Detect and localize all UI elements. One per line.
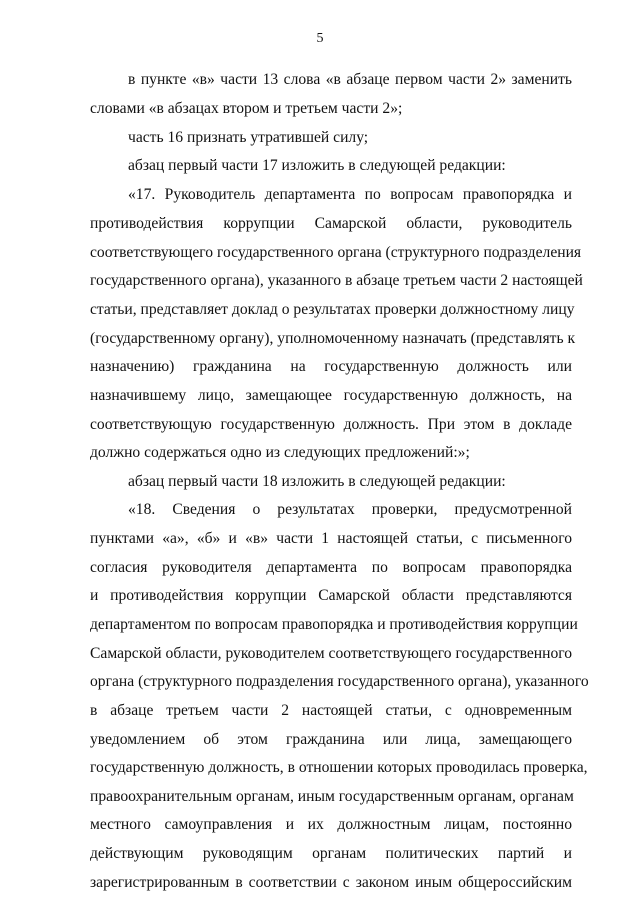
text-line: уведомлением об этом гражданина или лица, замещающего	[90, 731, 572, 748]
text-line: (государственному органу), уполномоченному назначать (представлять к	[90, 330, 576, 347]
text-line: назначению) гражданина на государственную должность или	[90, 358, 572, 375]
text-line: государственную должность, в отношении которых проводилась проверка,	[90, 759, 588, 776]
text-line: соответствующего государственного органа (структурного подразделения	[90, 244, 582, 261]
text-line: местного самоуправления и их должностным лицам, постоянно	[90, 816, 572, 833]
text-line: «18. Сведения о результатах проверки, предусмотренной	[128, 501, 572, 518]
text-line: согласия руководителя департамента по вопросам правопорядка	[90, 559, 572, 576]
text-line: должно содержаться одно из следующих предложений:»;	[90, 444, 470, 461]
text-line: часть 16 признать утратившей силу;	[128, 129, 369, 146]
text-line: в абзаце третьем части 2 настоящей статьи, с одновременным	[90, 702, 572, 719]
text-line: действующим руководящим органам политических партий и	[90, 845, 572, 862]
text-line: органа (структурного подразделения государственного органа), указанного	[90, 673, 589, 690]
text-line: Самарской области, руководителем соответствующего государственного	[90, 645, 573, 662]
text-line: государственного органа), указанного в абзаце третьем части 2 настоящей	[90, 272, 583, 289]
text-line: соответствующую государственную должность. При этом в докладе	[90, 416, 572, 433]
text-line: статьи, представляет доклад о результатах проверки должностному лицу	[90, 301, 575, 318]
text-line: абзац первый части 17 изложить в следующей редакции:	[128, 157, 506, 174]
text-line: словами «в абзацах втором и третьем части 2»;	[90, 100, 403, 117]
text-line: и противодействия коррупции Самарской области представляются	[90, 587, 572, 604]
page-number: 5	[316, 31, 324, 46]
text-line: абзац первый части 18 изложить в следующей редакции:	[128, 473, 506, 490]
text-line: противодействия коррупции Самарской области, руководитель	[90, 215, 572, 232]
text-line: в пункте «в» части 13 слова «в абзаце первом части 2» заменить	[128, 71, 572, 88]
text-line: департаментом по вопросам правопорядка и противодействия коррупции	[90, 616, 578, 633]
text-line: назначившему лицо, замещающее государственную должность, на	[90, 387, 572, 404]
text-line: «17. Руководитель департамента по вопросам правопорядка и	[128, 186, 572, 203]
text-line: зарегистрированным в соответствии с законом иным общероссийским	[90, 874, 572, 891]
text-line: правоохранительным органам, иным государственным органам, органам	[90, 788, 574, 805]
text-line: пунктами «а», «б» и «в» части 1 настоящей статьи, с письменного	[90, 530, 572, 547]
